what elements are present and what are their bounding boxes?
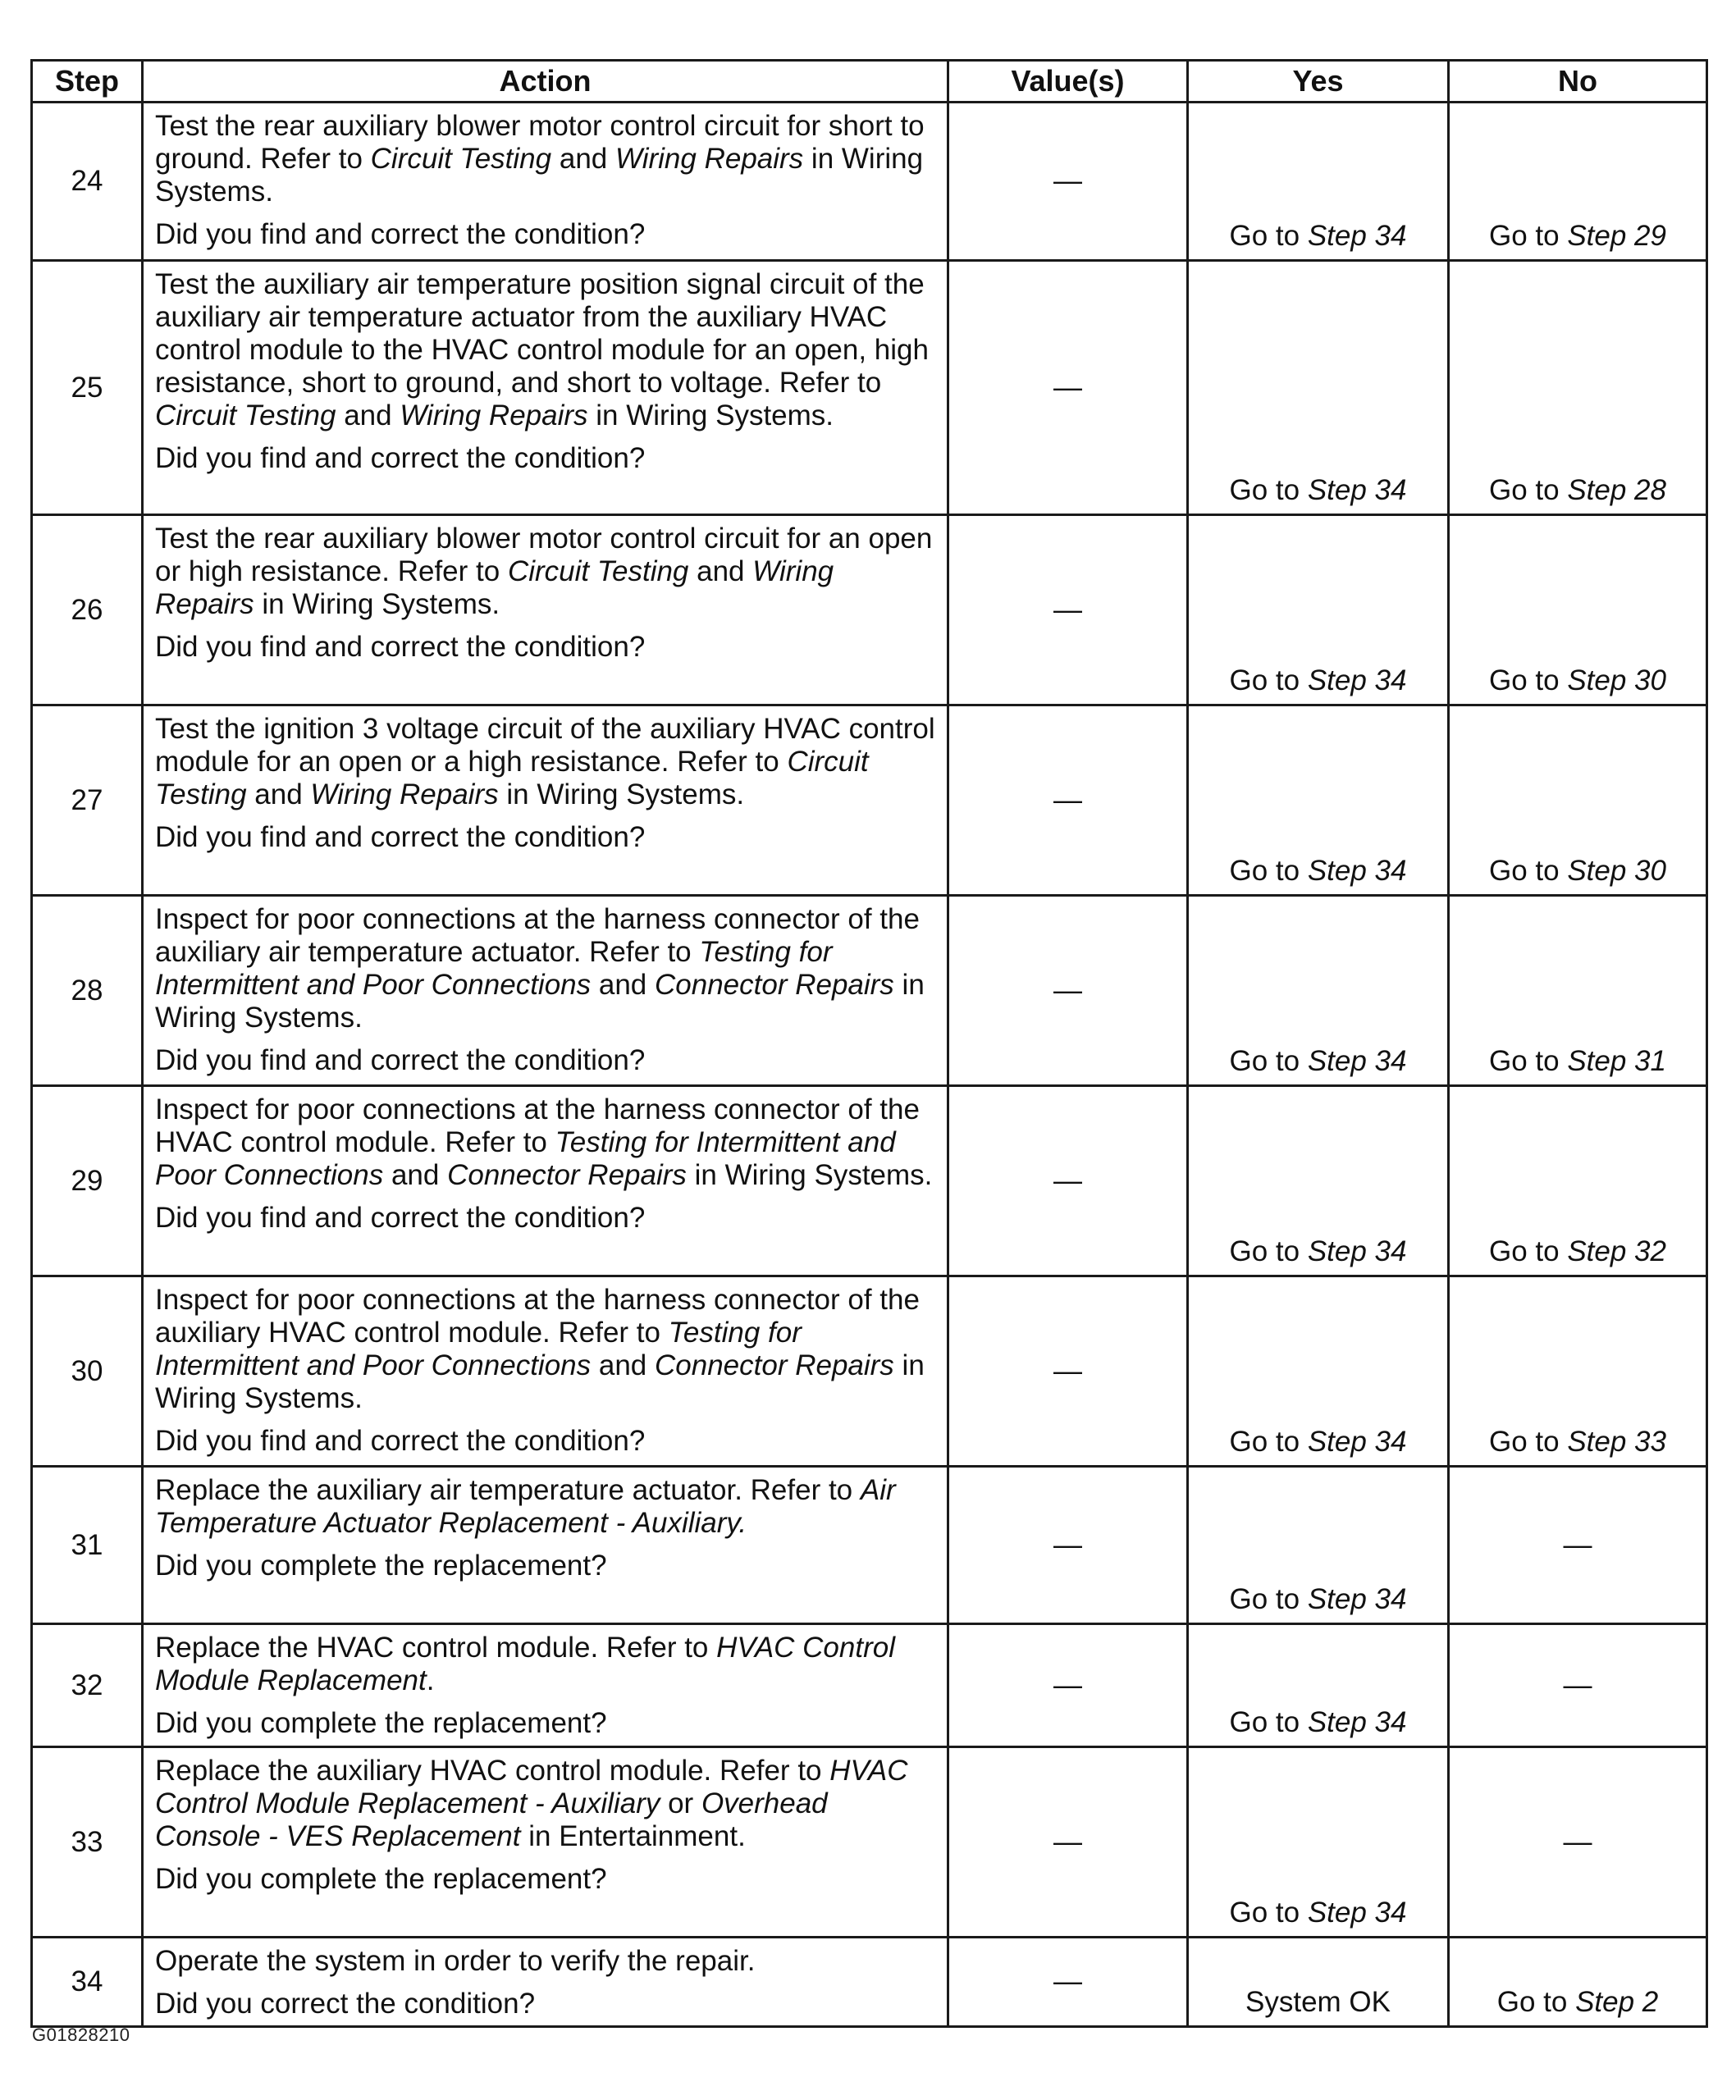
action-text — [155, 1093, 937, 1192]
action-reference: Circuit Testing — [507, 555, 689, 587]
diagnostic-table-container — [30, 59, 1706, 2028]
yes-cell — [1188, 896, 1449, 1086]
header-yes: Yes — [1188, 61, 1449, 103]
value-cell: — — [948, 1938, 1188, 2027]
step-number: 32 — [32, 1624, 143, 1747]
action-text-segment: in Entertainment. — [520, 1820, 746, 1852]
action-reference: Wiring Repairs — [310, 778, 499, 810]
no-goto-prefix: Go to — [1496, 1986, 1576, 2018]
step-number: 26 — [32, 515, 143, 705]
yes-cell — [1188, 1276, 1449, 1467]
yes-cell — [1188, 261, 1449, 515]
action-question: Did you find and correct the condition? — [155, 1202, 646, 1234]
action-text-segment: in Wiring Systems. — [498, 778, 745, 810]
yes-cell — [1188, 1747, 1449, 1938]
action-reference: Connector Repairs — [655, 969, 894, 1001]
value-cell: — — [948, 103, 1188, 261]
action-text-segment: in Wiring Systems. — [155, 969, 925, 1034]
yes-goto-prefix: Go to — [1229, 855, 1308, 887]
no-cell — [1449, 1624, 1707, 1747]
step-number: 25 — [32, 261, 143, 515]
table-row — [32, 515, 1707, 705]
action-reference: Circuit Testing — [370, 143, 552, 175]
action-text-segment: Test the rear auxiliary blower motor control circuit for short to ground. Refer to — [155, 110, 925, 175]
yes-goto-prefix: Go to — [1229, 1583, 1308, 1615]
no-goto-prefix: Go to — [1489, 1426, 1568, 1458]
value-cell: — — [948, 1624, 1188, 1747]
no-goto-prefix: Go to — [1489, 1045, 1568, 1077]
table-body — [32, 103, 1707, 2027]
action-text — [155, 713, 937, 811]
action-text — [155, 1474, 937, 1540]
action-question: Did you complete the replacement? — [155, 1550, 607, 1582]
action-text-segment: . — [426, 1664, 435, 1696]
action-question: Did you correct the condition? — [155, 1988, 536, 2020]
action-text-segment: in Wiring Systems. — [155, 143, 924, 208]
yes-goto-prefix: Go to — [1229, 1706, 1308, 1738]
table-row — [32, 1086, 1707, 1276]
value-cell: — — [948, 1467, 1188, 1624]
value-cell: — — [948, 1747, 1188, 1938]
action-reference: Wiring Repairs — [155, 555, 834, 620]
action-cell — [143, 1276, 948, 1467]
action-question: Did you complete the replacement? — [155, 1707, 607, 1739]
action-cell — [143, 1624, 948, 1747]
value-cell: — — [948, 515, 1188, 705]
step-number: 27 — [32, 705, 143, 896]
value-cell: — — [948, 261, 1188, 515]
step-number: 24 — [32, 103, 143, 261]
no-goto-step-link[interactable]: Step 32 — [1567, 1235, 1666, 1267]
header-step: Step — [32, 61, 143, 103]
action-text-segment: and — [688, 555, 753, 587]
no-cell — [1449, 1938, 1707, 2027]
no-goto-prefix: Go to — [1489, 855, 1568, 887]
value-cell: — — [948, 1086, 1188, 1276]
action-text-segment: Test the auxiliary air temperature position signal circuit of the auxiliary air temperature actuator from the auxiliary HVAC control module to the HVAC control module for an open, high resistance, short to ground, and short to voltage. Refer to — [155, 268, 929, 399]
action-text-segment: and — [551, 143, 615, 175]
table-header-row — [32, 61, 1707, 103]
no-result: — — [1563, 1669, 1592, 1701]
yes-goto-step-link[interactable]: Step 34 — [1307, 474, 1407, 506]
header-values: Value(s) — [948, 61, 1188, 103]
no-cell — [1449, 1276, 1707, 1467]
yes-goto-step-link[interactable]: Step 34 — [1307, 1583, 1407, 1615]
action-text-segment: and — [591, 969, 655, 1001]
yes-goto-prefix: Go to — [1229, 220, 1308, 252]
action-reference: HVAC Control Module Replacement — [155, 1632, 895, 1696]
action-reference: Overhead Console - VES Replacement — [155, 1787, 828, 1852]
action-text-segment: Replace the auxiliary HVAC control module. Refer to — [155, 1755, 830, 1787]
no-goto-step-link[interactable]: Step 31 — [1567, 1045, 1666, 1077]
yes-goto-step-link[interactable]: Step 34 — [1307, 1045, 1407, 1077]
action-reference: Wiring Repairs — [614, 143, 804, 175]
action-text — [155, 903, 937, 1034]
yes-goto-prefix: Go to — [1229, 1897, 1308, 1929]
yes-goto-step-link[interactable]: Step 34 — [1307, 855, 1407, 887]
value-cell: — — [948, 705, 1188, 896]
yes-cell — [1188, 705, 1449, 896]
action-text — [155, 1284, 937, 1415]
action-cell — [143, 515, 948, 705]
yes-goto-step-link[interactable]: Step 34 — [1307, 220, 1407, 252]
action-cell — [143, 1747, 948, 1938]
step-number: 34 — [32, 1938, 143, 2027]
action-question: Did you find and correct the condition? — [155, 218, 646, 250]
action-question: Did you find and correct the condition? — [155, 1044, 646, 1076]
action-reference: Testing for Intermittent and Poor Connections — [155, 936, 833, 1001]
action-text — [155, 523, 937, 621]
action-text-segment: in Wiring Systems. — [686, 1159, 933, 1191]
yes-goto-prefix: Go to — [1229, 1235, 1308, 1267]
action-reference: Connector Repairs — [447, 1159, 687, 1191]
yes-cell — [1188, 1086, 1449, 1276]
step-number: 33 — [32, 1747, 143, 1938]
no-goto-step-link[interactable]: Step 33 — [1567, 1426, 1666, 1458]
action-cell — [143, 1086, 948, 1276]
no-cell — [1449, 515, 1707, 705]
action-question: Did you complete the replacement? — [155, 1863, 607, 1895]
yes-cell — [1188, 515, 1449, 705]
yes-goto-step-link[interactable]: Step 34 — [1307, 1706, 1407, 1738]
no-cell — [1449, 1467, 1707, 1624]
no-goto-prefix: Go to — [1489, 1235, 1568, 1267]
action-text-segment: Inspect for poor connections at the harness connector of the HVAC control module. Refer to — [155, 1093, 920, 1158]
no-goto-step-link[interactable]: Step 30 — [1567, 664, 1666, 696]
no-cell — [1449, 261, 1707, 515]
action-reference: Connector Repairs — [655, 1349, 894, 1381]
yes-goto-prefix: Go to — [1229, 1426, 1308, 1458]
no-result: — — [1563, 1825, 1592, 1858]
action-cell — [143, 1938, 948, 2027]
yes-goto-prefix: Go to — [1229, 474, 1308, 506]
no-goto-step-link[interactable]: Step 30 — [1567, 855, 1666, 887]
table-row — [32, 1624, 1707, 1747]
no-goto-step-link[interactable]: Step 2 — [1575, 1986, 1659, 2018]
action-question: Did you find and correct the condition? — [155, 442, 646, 474]
action-text-segment: Replace the auxiliary air temperature actuator. Refer to — [155, 1474, 861, 1506]
action-text — [155, 268, 937, 432]
action-cell — [143, 896, 948, 1086]
action-text-segment: Test the ignition 3 voltage circuit of the auxiliary HVAC control module for an open or a high resistance. Refer to — [155, 713, 935, 778]
action-text-segment: Replace the HVAC control module. Refer to — [155, 1632, 717, 1664]
action-text-segment: and — [591, 1349, 655, 1381]
action-reference: Circuit Testing — [155, 746, 869, 810]
yes-cell — [1188, 1624, 1449, 1747]
action-reference: Circuit Testing — [155, 399, 336, 431]
yes-cell — [1188, 1938, 1449, 2027]
action-text — [155, 1945, 937, 1978]
action-reference: Air Temperature Actuator Replacement - Auxiliary. — [155, 1474, 896, 1539]
action-reference: Wiring Repairs — [400, 399, 588, 431]
table-row — [32, 1276, 1707, 1467]
table-row — [32, 1467, 1707, 1624]
no-goto-step-link[interactable]: Step 29 — [1567, 220, 1666, 252]
no-cell — [1449, 896, 1707, 1086]
action-text-segment: Test the rear auxiliary blower motor control circuit for an open or high resistance. Refer to — [155, 523, 933, 587]
value-cell: — — [948, 1276, 1188, 1467]
action-text — [155, 1632, 937, 1697]
header-no: No — [1449, 61, 1707, 103]
no-cell — [1449, 1086, 1707, 1276]
yes-result: System OK — [1245, 1986, 1391, 2018]
yes-goto-step-link[interactable]: Step 34 — [1307, 1897, 1407, 1929]
step-number: 30 — [32, 1276, 143, 1467]
table-row — [32, 705, 1707, 896]
action-text-segment: Operate the system in order to verify the repair. — [155, 1945, 756, 1977]
yes-goto-prefix: Go to — [1229, 664, 1308, 696]
action-text — [155, 110, 937, 208]
action-text-segment: Inspect for poor connections at the harness connector of the auxiliary air temperature actuator. Refer to — [155, 903, 920, 968]
step-number: 29 — [32, 1086, 143, 1276]
table-row — [32, 1747, 1707, 1938]
action-question: Did you find and correct the condition? — [155, 1425, 646, 1457]
action-text-segment: in Wiring Systems. — [155, 1349, 925, 1414]
action-reference: Testing for Intermittent and Poor Connections — [155, 1126, 896, 1191]
yes-cell — [1188, 1467, 1449, 1624]
table-row — [32, 261, 1707, 515]
action-text-segment: and — [383, 1159, 448, 1191]
figure-id: G01828210 — [32, 2025, 130, 2045]
action-reference: Testing for Intermittent and Poor Connections — [155, 1317, 802, 1381]
no-goto-prefix: Go to — [1489, 220, 1568, 252]
table-row — [32, 1938, 1707, 2027]
action-reference: HVAC Control Module Replacement - Auxiliary — [155, 1755, 908, 1819]
action-text-segment: in Wiring Systems. — [587, 399, 834, 431]
yes-goto-step-link[interactable]: Step 34 — [1307, 1426, 1407, 1458]
table-row — [32, 103, 1707, 261]
step-number: 28 — [32, 896, 143, 1086]
yes-goto-step-link[interactable]: Step 34 — [1307, 664, 1407, 696]
no-goto-prefix: Go to — [1489, 664, 1568, 696]
step-number: 31 — [32, 1467, 143, 1624]
action-cell — [143, 103, 948, 261]
action-text-segment: in Wiring Systems. — [254, 588, 500, 620]
yes-cell — [1188, 103, 1449, 261]
action-cell — [143, 705, 948, 896]
table-row — [32, 896, 1707, 1086]
action-text — [155, 1755, 937, 1853]
no-goto-prefix: Go to — [1489, 474, 1568, 506]
yes-goto-step-link[interactable]: Step 34 — [1307, 1235, 1407, 1267]
no-cell — [1449, 1747, 1707, 1938]
action-question: Did you find and correct the condition? — [155, 821, 646, 853]
action-text-segment: Inspect for poor connections at the harness connector of the auxiliary HVAC control module. Refer to — [155, 1284, 920, 1349]
yes-goto-prefix: Go to — [1229, 1045, 1308, 1077]
action-cell — [143, 1467, 948, 1624]
action-text-segment: and — [246, 778, 311, 810]
no-cell — [1449, 103, 1707, 261]
no-goto-step-link[interactable]: Step 28 — [1567, 474, 1666, 506]
value-cell: — — [948, 896, 1188, 1086]
action-text-segment: and — [336, 399, 400, 431]
header-action: Action — [143, 61, 948, 103]
no-cell — [1449, 705, 1707, 896]
action-question: Did you find and correct the condition? — [155, 631, 646, 663]
diagnostic-table — [30, 59, 1708, 2028]
no-result: — — [1563, 1528, 1592, 1561]
action-cell — [143, 261, 948, 515]
action-text-segment: or — [660, 1787, 701, 1819]
